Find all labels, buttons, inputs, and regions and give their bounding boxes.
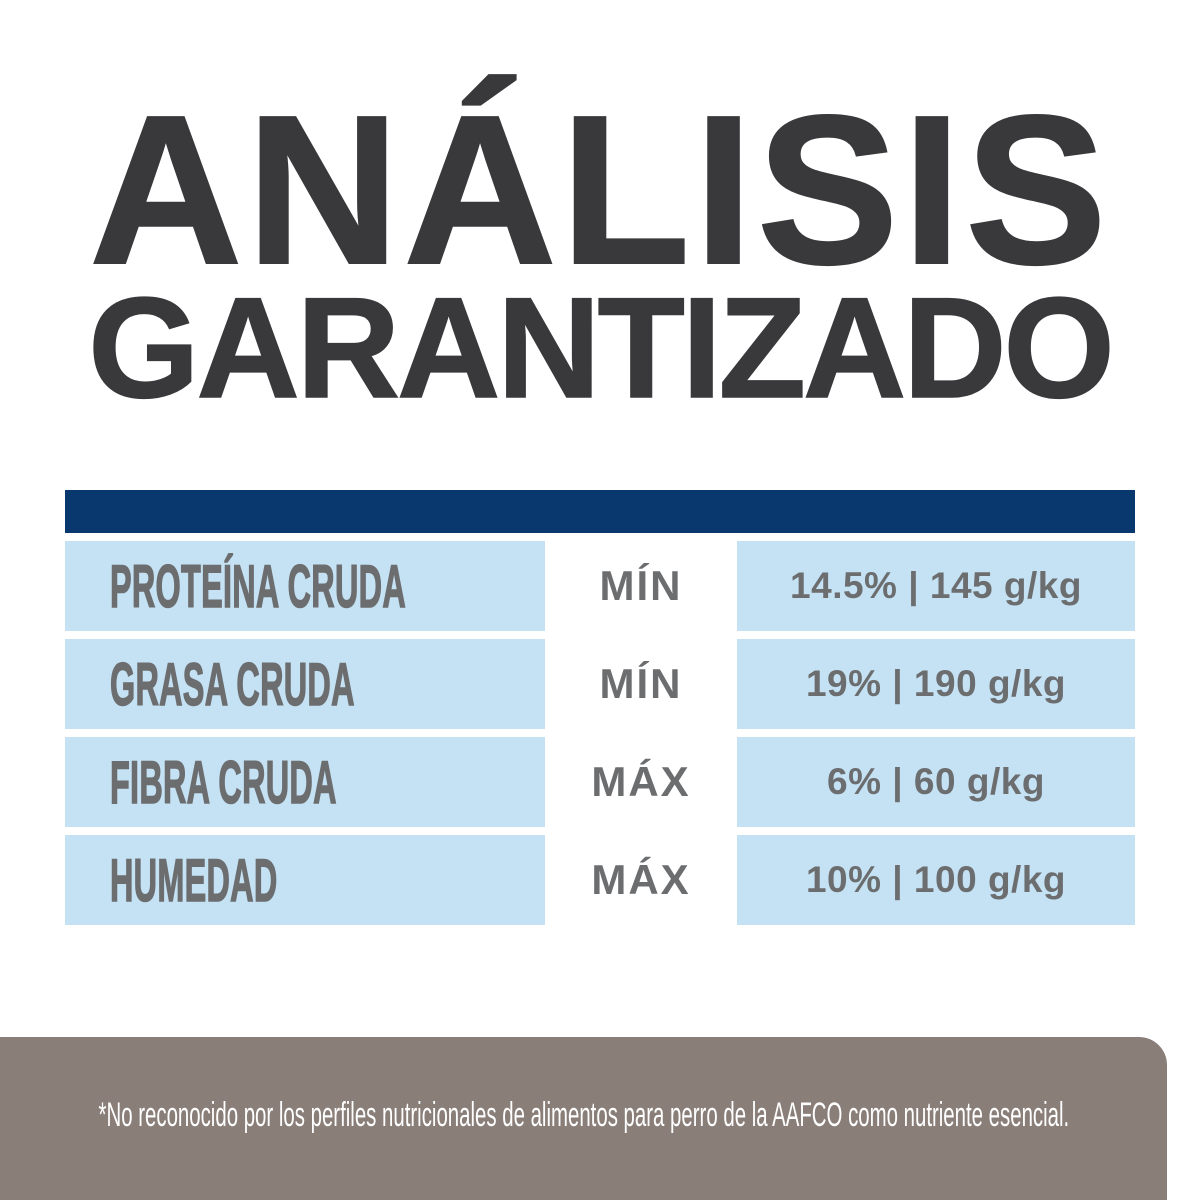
nutrient-value-cell [737,835,1135,925]
page-title-line-1: ANÁLISIS [89,71,1111,308]
table-row [65,835,1135,925]
nutrient-value: 10% | 100 g/kg [805,859,1067,900]
nutrient-label-cell [65,835,545,925]
qualifier-label: MÍN [599,660,683,707]
qualifier-cell [545,835,737,925]
nutrient-value-cell [737,639,1135,729]
table-row [65,541,1135,631]
nutrient-value-cell [737,737,1135,827]
nutrient-label-cell [65,541,545,631]
qualifier-cell [545,639,737,729]
nutrient-label-cell [65,639,545,729]
qualifier-label: MÁX [591,856,691,903]
nutrient-label: PROTEÍNA CRUDA [110,552,406,620]
nutrient-value-cell [737,541,1135,631]
footnote-text: *No reconocido por los perfiles nutricionales de alimentos para perro de la AAFCO como nutriente esencial. [98,1096,1069,1134]
qualifier-label: MÍN [599,562,683,609]
page-title-line-2: GARANTIZADO [88,269,1112,428]
qualifier-cell [545,541,737,631]
table-row [65,639,1135,729]
nutrient-label-cell [65,737,545,827]
nutrient-value: 6% | 60 g/kg [827,761,1045,802]
nutrient-label: FIBRA CRUDA [110,748,337,816]
nutrient-label: HUMEDAD [110,846,278,914]
qualifier-cell [545,737,737,827]
nutrient-value: 14.5% | 145 g/kg [790,565,1082,606]
table-header-bar [65,490,1135,533]
footnote-bar [0,1037,1167,1200]
qualifier-label: MÁX [591,758,691,805]
table-row [65,737,1135,827]
nutrient-value: 19% | 190 g/kg [805,663,1067,704]
nutrient-label: GRASA CRUDA [110,650,355,718]
